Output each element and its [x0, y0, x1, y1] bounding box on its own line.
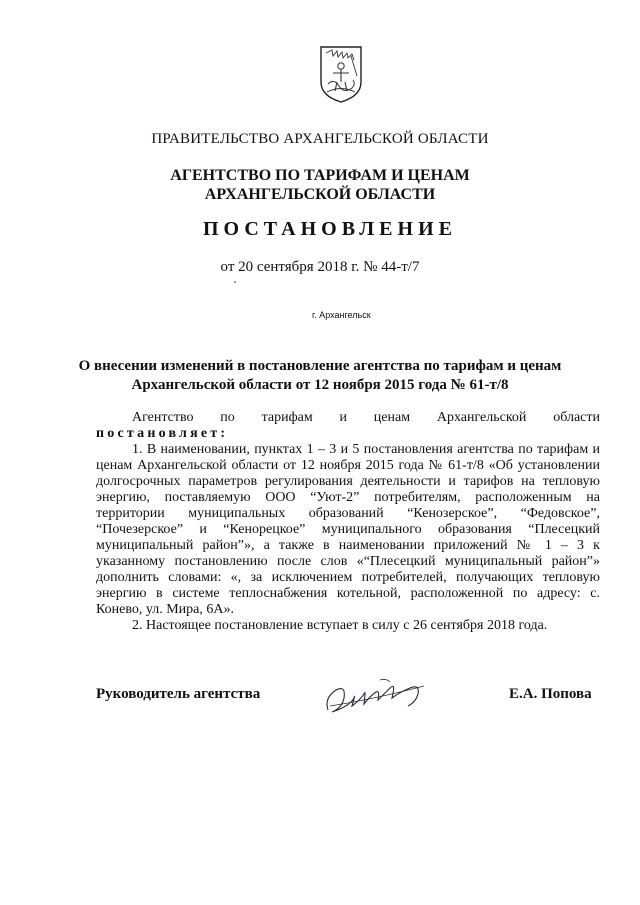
- paragraph-item-1: 1. В наименовании, пунктах 1 – 3 и 5 постановления агентства по тарифам и ценам Архангельской области от 12 ноября 2015 года № 61-т/8 «Об установлении долгосрочных параметров регулирования деятельности и тарифов на тепловую энергию, поставляемую ООО “Уют-2” потребителям, расположенным на территории муниципальных образований “Кенозерское”, “Федовское”, “Почезерское” и “Кенорецкое” муниципального образования “Плесецкий муниципальный район”», а также в наименовании приложений № 1 – 3 к указанному постановлению после слов «“Плесецкий муниципальный район”» дополнить словами: «, за исключением потребителей, получающих тепловую энергию в системе теплоснабжения котельной, расположенной по адресу: с. Конево, ул. Мира, 6А».: [96, 442, 600, 617]
- document-title-line1: О внесении изменений в постановление агентства по тарифам и ценам: [78, 358, 562, 374]
- document-date-number: от 20 сентября 2018 г. № 44-т/7: [220, 259, 420, 275]
- stray-dot: [234, 281, 236, 283]
- paragraph-item-2: 2. Настоящее постановление вступает в силу с 26 сентября 2018 года.: [132, 618, 548, 633]
- document-title: [0, 357, 640, 395]
- document-title-line2: Архангельской области от 12 ноября 2015 года № 61-т/8: [131, 377, 509, 393]
- signatory-name: Е.А. Попова: [509, 686, 592, 702]
- signatory-position: Руководитель агентства: [96, 686, 261, 702]
- city-name: г. Архангельск: [312, 310, 371, 320]
- handwritten-signature: [320, 676, 440, 720]
- coat-of-arms-emblem: [318, 44, 364, 104]
- document-body: [96, 410, 600, 634]
- agency-name: [0, 166, 640, 204]
- document-type-heading: ПОСТАНОВЛЕНИЕ: [203, 218, 457, 240]
- postanovlyaet-text: постановляет:: [96, 426, 229, 441]
- preamble-text: Агентство по тарифам и ценам Архангельской области: [132, 410, 600, 425]
- agency-name-line1: АГЕНТСТВО ПО ТАРИФАМ И ЦЕНАМ: [170, 167, 470, 184]
- agency-name-line2: АРХАНГЕЛЬСКОЙ ОБЛАСТИ: [204, 186, 436, 203]
- government-name: ПРАВИТЕЛЬСТВО АРХАНГЕЛЬСКОЙ ОБЛАСТИ: [151, 131, 489, 147]
